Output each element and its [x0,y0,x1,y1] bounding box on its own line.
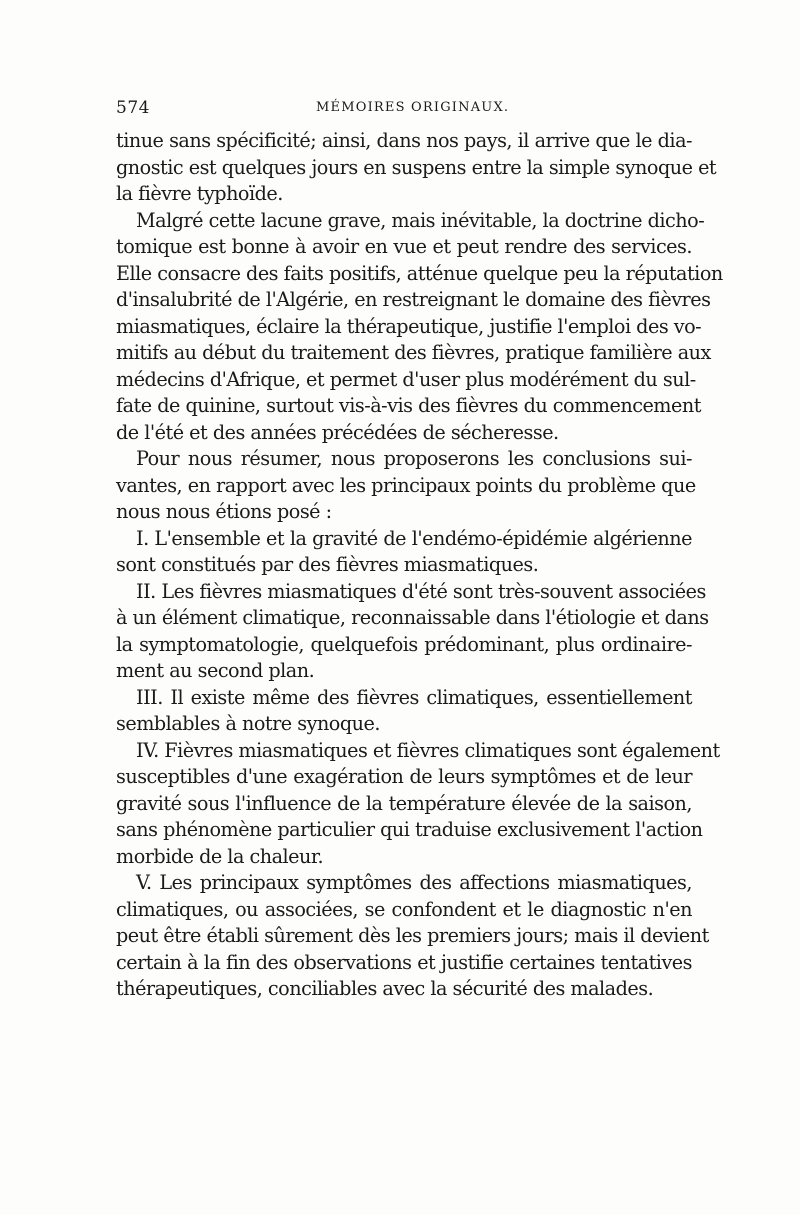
text-line: peut être établi sûrement dès les premiers jours; mais il devient [116,924,709,947]
text-line: Malgré cette lacune grave, mais inévitable, la doctrine dicho- [136,208,705,232]
text-line: Pour nous résumer, nous proposerons les conclusions sui- [136,447,692,470]
text-line: III. Il existe même des fièvres climatiques, essentiellement [136,685,692,709]
text-line: semblables à notre synoque. [116,712,380,735]
text-line: sans phénomène particulier qui traduise exclusivement l'action [116,818,703,841]
text-line: miasmatiques, éclaire la thérapeutique, justifie l'emploi des vo- [116,314,702,338]
text-line: IV. Fièvres miasmatiques et fièvres climatiques sont également [136,738,720,762]
text-line: Elle consacre des faits positifs, atténue quelque peu la réputation [116,261,723,285]
text-line: la fièvre typhoïde. [116,182,283,205]
text-line: d'insalubrité de l'Algérie, en restreignant le domaine des fièvres [116,288,711,311]
text-line: climatiques, ou associées, se confondent et le diagnostic n'en [116,897,692,921]
text-line: la symptomatologie, quelquefois prédominant, plus ordinaire- [116,632,692,656]
text-line: gravité sous l'influence de la température élevée de la saison, [116,791,692,815]
text-line: vantes, en rapport avec les principaux points du problème que [116,473,696,497]
text-line: susceptibles d'une exagération de leurs symptômes et de leur [116,765,692,788]
running-title: MÉMOIRES ORIGINAUX. [316,100,510,115]
text-line: nous nous étions posé : [116,500,332,523]
body-text [116,128,723,1003]
text-line: thérapeutiques, conciliables avec la sécurité des malades. [116,977,654,1000]
text-line: gnostic est quelques jours en suspens entre la simple synoque et [116,155,717,179]
text-line: V. Les principaux symptômes des affections miasmatiques, [136,871,692,894]
text-line: sont constitués par des fièvres miasmatiques. [116,553,539,576]
text-line: ment au second plan. [116,659,315,682]
text-line: morbide de la chaleur. [116,844,324,868]
text-line: certain à la fin des observations et justifie certaines tentatives [116,950,692,974]
text-line: I. L'ensemble et la gravité de l'endémo-épidémie algérienne [136,526,692,550]
text-line: fate de quinine, surtout vis-à-vis des fièvres du commencement [116,394,701,417]
text-line: médecins d'Afrique, et permet d'user plus modérément du sul- [116,367,696,391]
text-line: tomique est bonne à avoir en vue et peut rendre des services. [116,235,692,258]
text-line: à un élément climatique, reconnaissable dans l'étiologie et dans [116,606,709,629]
text-line: de l'été et des années précédées de sécheresse. [116,420,559,444]
page-header [116,98,688,122]
text-line: mitifs au début du traitement des fièvres, pratique familière aux [116,341,711,364]
text-line: tinue sans spécificité; ainsi, dans nos pays, il arrive que le dia- [116,129,692,152]
text-line: II. Les fièvres miasmatiques d'été sont très-souvent associées [136,579,706,603]
page-number: 574 [116,98,150,118]
